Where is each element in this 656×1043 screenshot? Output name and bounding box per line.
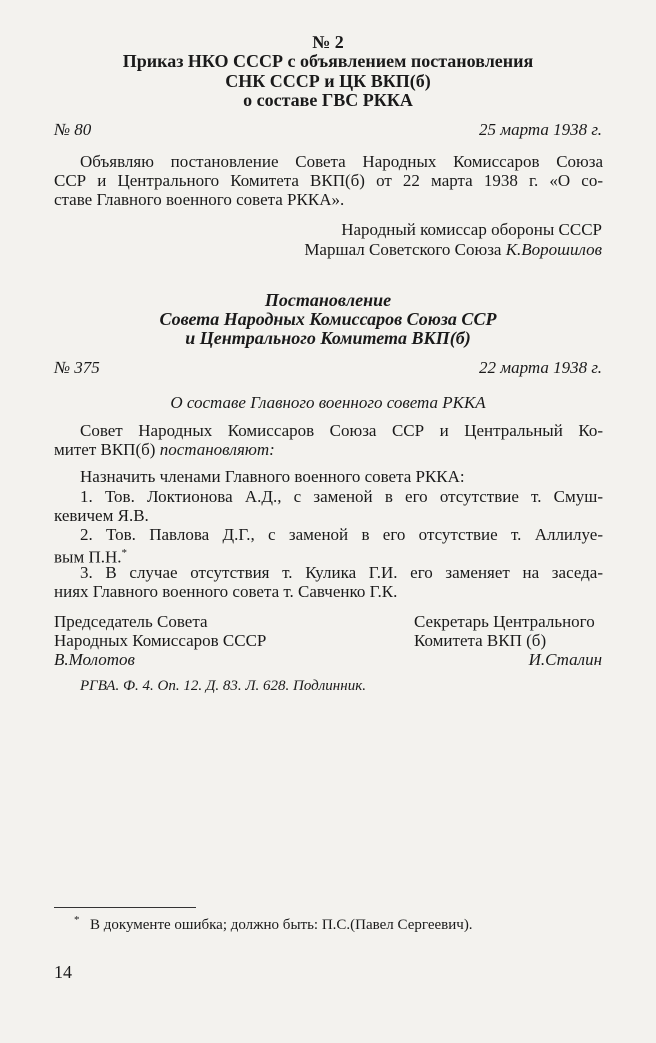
document-title-line2: СНК СССР и ЦК ВКП(б) [225, 71, 431, 91]
item3-line1: 3. В случае отсутствия т. Кулика Г.И. его заменяет на заседа- [80, 563, 603, 582]
resolution-appoint: Назначить членами Главного военного совета РККА: [80, 467, 465, 486]
order-text-line1: Объявляю постановление Совета Народных Комиссаров Союза [80, 152, 603, 171]
archive-source: РГВА. Ф. 4. Оп. 12. Д. 83. Л. 628. Подлинник. [80, 678, 366, 694]
order-number: № 80 [54, 120, 92, 139]
footnote-divider [54, 907, 196, 908]
order-signer [304, 240, 602, 259]
resolution-date: 22 марта 1938 г. [478, 358, 602, 377]
left-signature-name: В.Молотов [54, 650, 135, 669]
footnote-reference-mark: * [121, 547, 128, 559]
footnote-text: В документе ошибка; должно быть: П.С.(Павел Сергеевич). [90, 917, 473, 933]
resolution-heading-line2: Совета Народных Комиссаров Союза ССР [159, 309, 497, 329]
left-signature-line2: Народных Комиссаров СССР [54, 631, 267, 650]
document-title-line1: Приказ НКО СССР с объявлением постановления [122, 51, 534, 71]
order-signer-name: К.Ворошилов [505, 240, 602, 259]
order-text-line3: ставе Главного военного совета РККА». [54, 190, 345, 209]
resolution-intro-verb: постановляют: [159, 440, 275, 459]
resolution-heading-line3: и Центрального Комитета ВКП(б) [185, 328, 471, 348]
resolution-number: № 375 [54, 358, 100, 377]
order-date: 25 марта 1938 г. [478, 120, 602, 139]
order-signer-title: Народный комиссар обороны СССР [341, 220, 602, 239]
resolution-intro-line2 [54, 440, 275, 459]
item1-line2: кевичем Я.В. [54, 506, 149, 525]
resolution-intro-subject: митет ВКП(б) [54, 440, 156, 459]
item3-line2: ниях Главного военного совета т. Савченко Г.К. [54, 582, 398, 601]
order-text-line2: ССР и Центрального Комитета ВКП(б) от 22 марта 1938 г. «О со- [54, 171, 603, 190]
resolution-intro-line1: Совет Народных Комиссаров Союза ССР и Центральный Ко- [80, 421, 603, 440]
item2-line1: 2. Тов. Павлова Д.Г., с заменой в его отсутствие т. Аллилуе- [80, 525, 603, 544]
page-number: 14 [54, 962, 72, 982]
right-signature-line1: Секретарь Центрального [414, 612, 595, 631]
right-signature-line2: Комитета ВКП (б) [414, 631, 547, 650]
document-title-line3: о составе ГВС РККА [243, 90, 413, 110]
item2-line2: вым П.Н. [54, 547, 122, 567]
order-signer-rank: Маршал Советского Союза [304, 240, 502, 259]
item1-line1: 1. Тов. Локтионова А.Д., с заменой в его отсутствие т. Смуш- [80, 487, 603, 506]
right-signature-name: И.Сталин [528, 650, 602, 669]
resolution-heading-line1: Постановление [264, 290, 392, 310]
footnote-mark: * [74, 914, 80, 926]
left-signature-line1: Председатель Совета [54, 612, 208, 631]
document-number: № 2 [312, 32, 344, 52]
resolution-subject: О составе Главного военного совета РККА [170, 393, 486, 412]
